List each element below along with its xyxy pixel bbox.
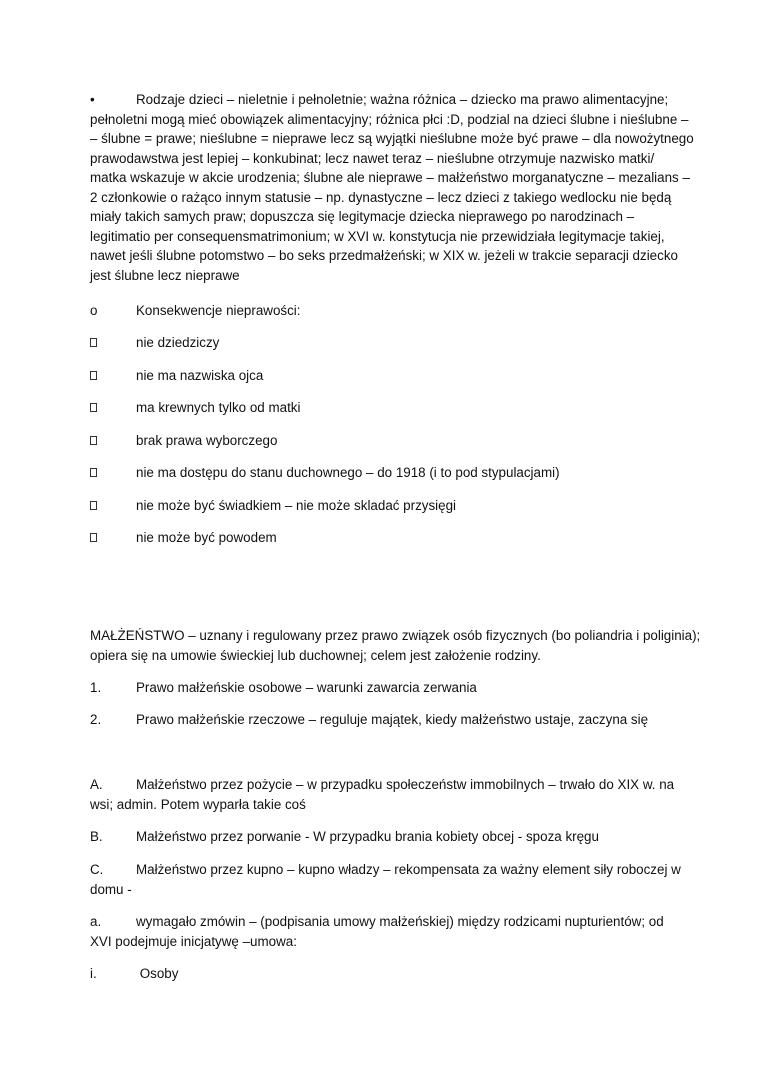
intro-line: miały takich samych praw; dopuszcza się legitymacje dziecka nieprawego po narodzinach – <box>90 209 635 224</box>
bullet-marker: • <box>90 92 95 107</box>
intro-line: – ślubne = prawe; nieślubne = nieprawe lecz są wyjątki nieślubne może być prawe – dla nowożytnego <box>90 131 694 146</box>
marriage-line: MAŁŻEŃSTWO – uznany i regulowany przez prawo związek osób fizycznych (bo poliandria i poliginia); <box>90 628 701 643</box>
missing-glyph-icon <box>90 463 130 483</box>
intro-line: legitimatio per consequensmatrimonium; w XVI w. konstytucja nie przewidziała legitymacje takiej, <box>90 228 665 244</box>
intro-paragraph <box>90 90 694 285</box>
consequences-heading-text: Konsekwencje nieprawości: <box>136 303 301 318</box>
missing-glyph-icon <box>90 496 130 516</box>
intro-line: pełnoletni mogą mieć obowiązek alimentacyjny; różnica płci :D, podzial na dzieci ślubne i nieślubne – <box>90 111 689 127</box>
intro-line: 2 członkowie o rażąco innym statusie – np. dynastyczne – lecz dzieci z takiego wedlocku nie będą <box>90 189 672 205</box>
intro-line: nawet jeśli ślubne potomstwo – bo seks przedmałżeński; w XIX w. jeżeli w trakcie separacji dziecko <box>90 248 678 263</box>
marriage-paragraph <box>90 626 701 665</box>
intro-line: jest ślubne lecz nieprawe <box>90 267 240 283</box>
document-page: • Rodzaje dzieci – nieletnie i pełnoletnie; ważna różnica – dziecko ma prawo alimentacyjne; pełnoletni mogą mieć obowiązek alimentacyjny; różnica płci :D, podzial na dzieci ślubne i nieślubne – – ślubne = prawe; nieślubne = nieprawe lecz są wyjątki nieślubne może być prawe – dla nowożytnego prawodawstwa jest lepiej – konkubinat; lecz nawet teraz – nieślubne otrzymuje nazwisko matki/ matka wskazuje w akcie urodzenia; ślubne ale nieprawe – małżeństwo morganatyczne – mezalians – 2 członkowie o rażąco innym statusie – np. dynastyczne – lecz dzieci z takiego wedlocku nie będą miały takich samych praw; dopuszcza się legitymacje dziecka nieprawego po narodzinach – legitimatio per consequensmatrimonium; w XVI w. konstytucja nie przewidziała legitymacje takiej, nawet jeśli ślubne potomstwo – bo seks przedmałżeński; w XIX w. jeżeli w trakcie separacji dziecko jest ślubne lecz nieprawe o Konsekwencje nieprawości: nie dziedziczy nie ma nazwiska ojca ma krewnych tylko od matki brak prawa wyborczego nie ma dostępu do stanu duchownego – do 1918 (i to pod stypulacjami) nie może być świadkiem – nie może skladać przysięgi nie może być powodem MAŁŻEŃSTWO – uznany i regulowany przez prawo związek osób fizycznych (bo poliandria i poliginia); opiera się na umowie świeckiej lub duchownej; celem jest założenie rodziny. 1. Prawo małżeńskie osobowe – warunki zawarcia zerwania 2. Prawo małżeńskie rzeczowe – reguluje majątek, kiedy małżeństwo ustaje, zaczyna się A. Małżeństwo przez pożycie – w przypadku społeczeństw immobilnych – trwało do XIX w. na wsi; admin. Potem wyparła takie coś B. Małżeństwo przez porwanie - W przypadku brania kobiety obcej - spoza kręgu C. Małżeństwo przez kupno – kupno władzy – rekompensata za ważny element siły roboczej w domu - a. wymagało zmówin – (podpisania umowy małżeńskiej) między rodzicami nupturientów; od XVI podejmuje inicjatywę –umowa: i. Osoby <box>90 92 701 981</box>
intro-line: prawodawstwa jest lepiej – konkubinat; lecz nawet teraz – nieślubne otrzymuje nazwisko matki/ <box>90 150 655 166</box>
missing-glyph-icon <box>90 398 130 418</box>
intro-first-line: Rodzaje dzieci – nieletnie i pełnoletnie; ważna różnica – dziecko ma prawo alimentacyjne; <box>136 92 669 107</box>
intro-line: matka wskazuje w akcie urodzenia; ślubne ale nieprawe – małżeństwo morganatyczne – mezalians – <box>90 170 690 185</box>
list-marker: o <box>90 303 98 318</box>
missing-glyph-icon <box>90 333 130 353</box>
marriage-line: opiera się na umowie świeckiej lub duchownej; celem jest założenie rodziny. <box>90 647 541 663</box>
missing-glyph-icon <box>90 366 130 386</box>
missing-glyph-icon <box>90 431 130 451</box>
missing-glyph-icon <box>90 528 130 548</box>
